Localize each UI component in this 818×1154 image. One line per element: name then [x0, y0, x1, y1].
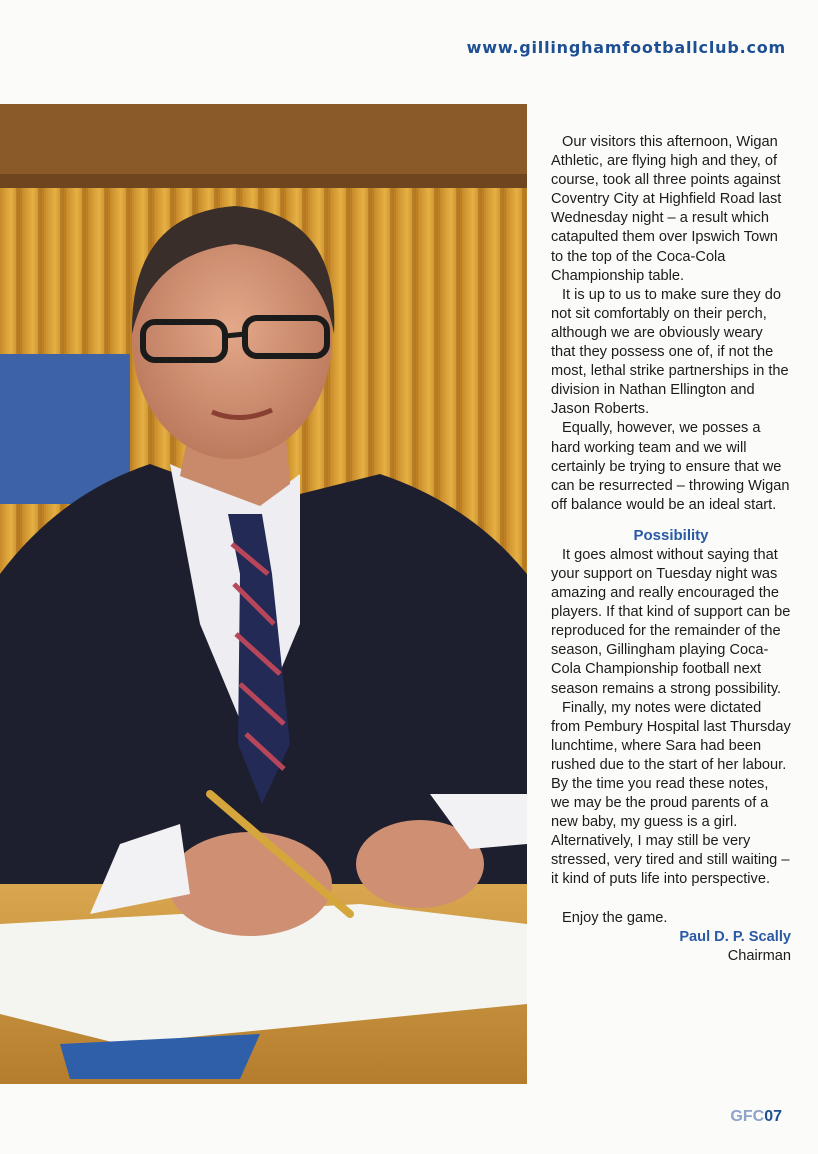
article-paragraph: It is up to us to make sure they do not sit comfortably on their perch, although we are obviously weary that they possess one of, if not the most, lethal strike partnerships in the division in Nathan Ellington and Jason Roberts.: [551, 286, 789, 418]
footer-prefix: GFC: [730, 1108, 765, 1125]
signature-name: Paul D. P. Scally: [679, 928, 791, 945]
article-paragraph: It goes almost without saying that your support on Tuesday night was amazing and really encouraged the players. If that kind of support can be reproduced for the remainder of the season, Gillingham playing Coca-Cola Championship football next season remains a strong possibility.: [551, 546, 791, 697]
chairman-notes-article: [551, 133, 791, 966]
article-paragraph: Equally, however, we posses a hard working team and we will certainly be trying to ensure that we can be resurrected – throwing Wigan off balance would be an ideal start.: [551, 420, 790, 513]
section-subheading: Possibility: [633, 526, 709, 544]
article-paragraph: Finally, my notes were dictated from Pembury Hospital last Thursday lunchtime, where Sara had been rushed due to the start of her labour. By the time you read these notes, we may be the proud parents of a new baby, my guess is a girl. Alternatively, I may still be very stressed, very tired and still waiting – it kind of puts life into perspective.: [551, 699, 791, 888]
page-number: [730, 1108, 782, 1126]
signature-title: Chairman: [727, 947, 791, 964]
website-url: www.gillinghamfootballclub.com: [466, 38, 786, 57]
closing-line: Enjoy the game.: [562, 909, 668, 926]
chairman-photo: [0, 104, 527, 1084]
article-paragraph: Our visitors this afternoon, Wigan Athletic, are flying high and they, of course, took all three points against Coventry City at Highfield Road last Wednesday night – a result which catapulted them over Ipswich Town to the top of the Coca-Cola Championship table.: [551, 134, 782, 284]
footer-page-number: 07: [764, 1108, 782, 1125]
